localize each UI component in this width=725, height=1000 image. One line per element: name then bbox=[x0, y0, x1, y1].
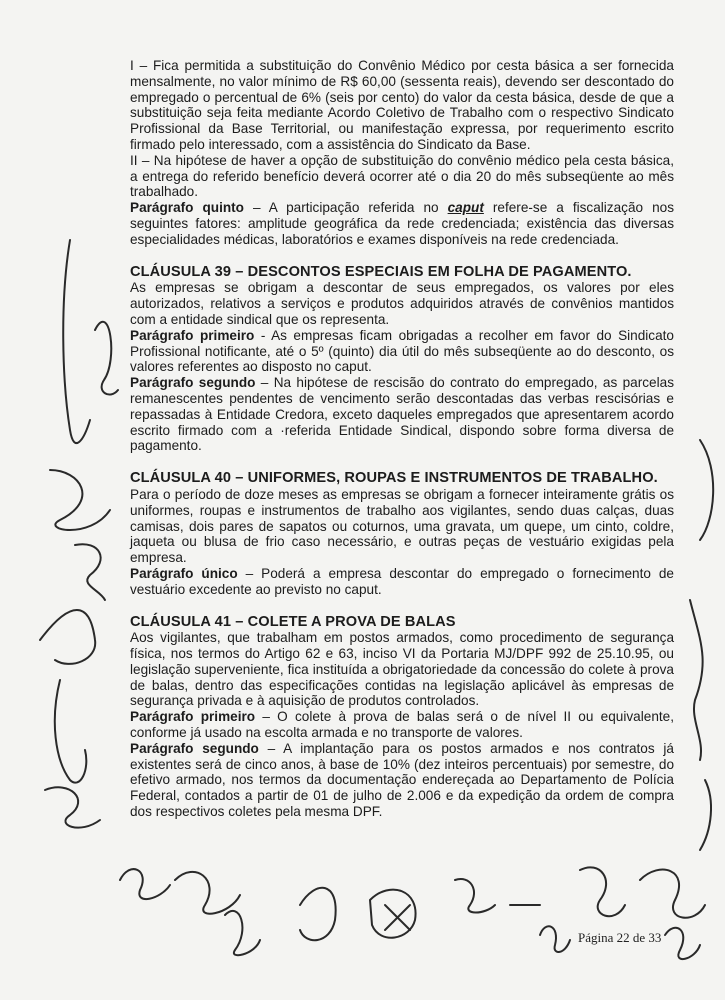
paragraph-text: – A implantação para os postos armados e nos contratos já existentes será de cinco anos, à base de 10% (dez inteiros percentuais) por semestre, do efetivo armado, nos termos da documentação endereçada ao Departamento de Polícia Federal, contados a partir de 01 de julho de 2.006 e da expedição da ordem de compra dos respectivos coletes pela mesma DPF. bbox=[130, 740, 674, 820]
paragraph-text: – O colete à prova de balas será o de nível II ou equivalente, conforme já usado na escolta armada e no transporte de valores. bbox=[130, 709, 674, 741]
caput-word: caput bbox=[447, 200, 484, 216]
paragraph-label: Parágrafo segundo bbox=[130, 375, 256, 391]
clause-title: CLÁUSULA 39 – DESCONTOS ESPECIAIS EM FOLHA DE PAGAMENTO. bbox=[130, 263, 632, 280]
paragraph-item bbox=[130, 566, 674, 598]
paragraph-item bbox=[130, 741, 674, 820]
paragraph-label: Parágrafo único bbox=[130, 565, 238, 581]
paragraph-text: – A participação referida no bbox=[243, 200, 448, 216]
paragraph-label: Parágrafo primeiro bbox=[130, 709, 256, 725]
document-body bbox=[130, 58, 674, 820]
body-paragraph: As empresas se obrigam a descontar de seus empregados, os valores por eles autorizados, relativos a serviços e produtos adquiridos através de convênios mantidos com a entidade sindical que os representa. bbox=[130, 280, 674, 327]
paragraph-text: refere-se a fiscalização nos seguintes fatores: amplitude geográfica da rede credenciada; existência das diversas especialidades médicas, laboratórios e exames disponíveis na rede credenciada. bbox=[130, 200, 674, 247]
clause-title: CLÁUSULA 41 – COLETE A PROVA DE BALAS bbox=[130, 613, 456, 630]
paragraph-label: Parágrafo quinto bbox=[130, 200, 244, 216]
paragraph-item bbox=[130, 709, 674, 741]
body-paragraph: II – Na hipótese de haver a opção de substituição do convênio médico pela cesta básica, a entrega do referido benefício deverá ocorrer até o dia 20 do mês subseqüente ao mês trabalhado. bbox=[130, 152, 674, 200]
paragraph-text: - As empresas ficam obrigadas a recolher em favor do Sindicato Profissional notificante, até o 5º (quinto) dia útil do mês subseqüente ao do desconto, os valores referentes ao disposto no caput. bbox=[130, 327, 674, 375]
paragraph-label: Parágrafo segundo bbox=[130, 740, 259, 756]
paragraph-text: – Poderá a empresa descontar do empregado o fornecimento de vestuário excedente ao previsto no caput. bbox=[130, 565, 674, 597]
paragraph-text: – Na hipótese de rescisão do contrato do empregado, as parcelas remanescentes pendentes de vencimento serão descontadas das verbas rescisórias e repassadas à Entidade Credora, exceto daqueles empregados que apresentarem acordo escrito firmado com a ·referida Entidade Sindical, dispondo sobre forma diversa de pagamento. bbox=[130, 375, 674, 454]
paragraph-item bbox=[130, 375, 674, 454]
page-number: Página 22 de 33 bbox=[578, 930, 662, 945]
paragraph-item bbox=[130, 200, 674, 247]
clause-title: CLÁUSULA 40 – UNIFORMES, ROUPAS E INSTRUMENTOS DE TRABALHO. bbox=[130, 470, 658, 487]
body-paragraph: Para o período de doze meses as empresas se obrigam a fornecer inteiramente grátis os uniformes, roupas e instrumentos de trabalho aos vigilantes, sendo duas calças, duas camisas, dois pares de sapatos ou coturnos, uma gravata, um quepe, um cinto, coldre, jaqueta ou blusa de frio caso necessário, e outras peças de vestuário exigidas pela empresa. bbox=[130, 486, 674, 566]
paragraph-item bbox=[130, 328, 674, 375]
body-paragraph: Aos vigilantes, que trabalham em postos armados, como procedimento de segurança física, nos termos do Artigo 62 e 63, inciso VI da Portaria MJ/DPF 992 de 25.10.95, ou legislação superveniente, fica instituída a obrigatoriedade da concessão do colete à prova de balas, dentro das especificações contidas na legislação aplicável às empresas de segurança privada e à aquisição de produtos controlados. bbox=[130, 630, 674, 709]
body-paragraph: I – Fica permitida a substituição do Convênio Médico por cesta básica a ser fornecida mensalmente, no valor mínimo de R$ 60,00 (sessenta reais), devendo ser descontado do empregado o percentual de 6% (seis por cento) do valor da cesta básica, desde de que a substituição seja feita mediante Acordo Coletivo de Trabalho com o respectivo Sindicato Profissional da Base Territorial, ou manifestação expressa, por requerimento escrito firmado pelo interessado, com a assistência do Sindicato da Base. bbox=[130, 58, 674, 152]
paragraph-label: Parágrafo primeiro bbox=[130, 327, 255, 343]
